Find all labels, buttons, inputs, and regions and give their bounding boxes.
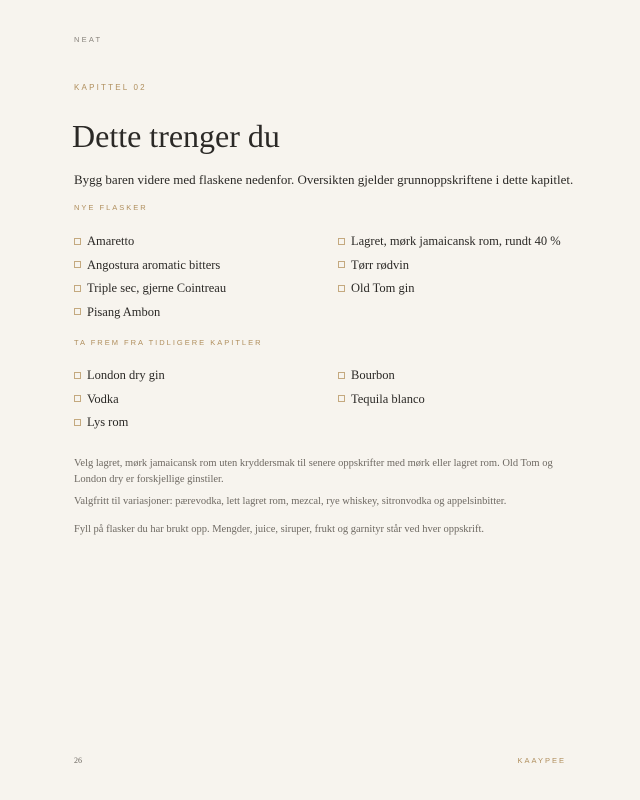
note-paragraph: Fyll på flasker du har brukt opp. Mengder, juice, siruper, frukt og garnityr står ved hver oppskrift. [74,524,485,535]
checkbox-icon[interactable] [74,285,81,292]
previous-bottles-heading: TA FREM FRA TIDLIGERE KAPITLER [74,338,263,347]
page-title: Dette trenger du [72,118,280,154]
checklist-item[interactable] [338,390,425,414]
checklist-item-label: Lys rom [87,415,129,429]
checkbox-icon[interactable] [74,238,81,245]
checklist-item-label: Old Tom gin [351,281,415,295]
chapter-label: KAPITTEL 02 [74,83,147,92]
checkbox-icon[interactable] [74,419,81,426]
checklist-item-label: London dry gin [87,368,165,382]
intro-paragraph: Bygg baren videre med flaskene nedenfor. Oversikten gjelder grunnoppskriftene i dette kapitlet. [74,172,574,187]
checklist-item[interactable] [74,413,165,437]
running-title: NEAT [74,35,103,44]
author-name: KAAYPEE [517,756,566,765]
checkbox-icon[interactable] [74,308,81,315]
checklist-item-label: Vodka [87,391,119,406]
new-bottles-heading: NYE FLASKER [74,203,148,212]
checklist-item[interactable] [74,303,226,327]
checklist-item[interactable] [74,232,226,256]
page-number: 26 [74,756,82,765]
checklist-item-label: Triple sec, gjerne Cointreau [87,281,227,295]
checkbox-icon[interactable] [338,395,345,402]
checklist-item[interactable] [74,390,165,414]
new-bottles-list-left [74,232,226,326]
checkbox-icon[interactable] [74,261,81,268]
note-paragraph: Velg lagret, mørk jamaicansk rom uten kryddersmak til senere oppskrifter med mørk eller lagret rom. Old Tom og London dry er forskjellige ginstiler. [74,458,553,485]
checklist-item-label: Tørr rødvin [351,257,409,272]
checklist-item[interactable] [74,366,165,390]
checklist-item[interactable] [74,256,226,280]
checklist-item-label: Angostura aromatic bitters [87,257,221,272]
checklist-item-label: Tequila blanco [351,391,425,406]
checklist-item[interactable] [74,279,226,303]
checklist-item[interactable] [338,232,561,256]
previous-bottles-list-left [74,366,165,437]
new-bottles-list-right [338,232,561,303]
checklist-item[interactable] [338,256,561,280]
checklist-item-label: Pisang Ambon [87,304,161,319]
checklist-item-label: Lagret, mørk jamaicansk rom, rundt 40 % [351,234,561,248]
checklist-item[interactable] [338,366,425,390]
checkbox-icon[interactable] [338,261,345,268]
checklist-item-label: Amaretto [87,234,135,248]
checklist-item[interactable] [338,279,561,303]
checkbox-icon[interactable] [338,238,345,245]
checkbox-icon[interactable] [338,372,345,379]
checkbox-icon[interactable] [74,372,81,379]
previous-bottles-list-right [338,366,425,413]
checklist-item-label: Bourbon [351,368,395,382]
note-paragraph: Valgfritt til variasjoner: pærevodka, lett lagret rom, mezcal, rye whiskey, sitronvodka og appelsinbitter. [74,496,507,507]
checkbox-icon[interactable] [74,395,81,402]
checkbox-icon[interactable] [338,285,345,292]
